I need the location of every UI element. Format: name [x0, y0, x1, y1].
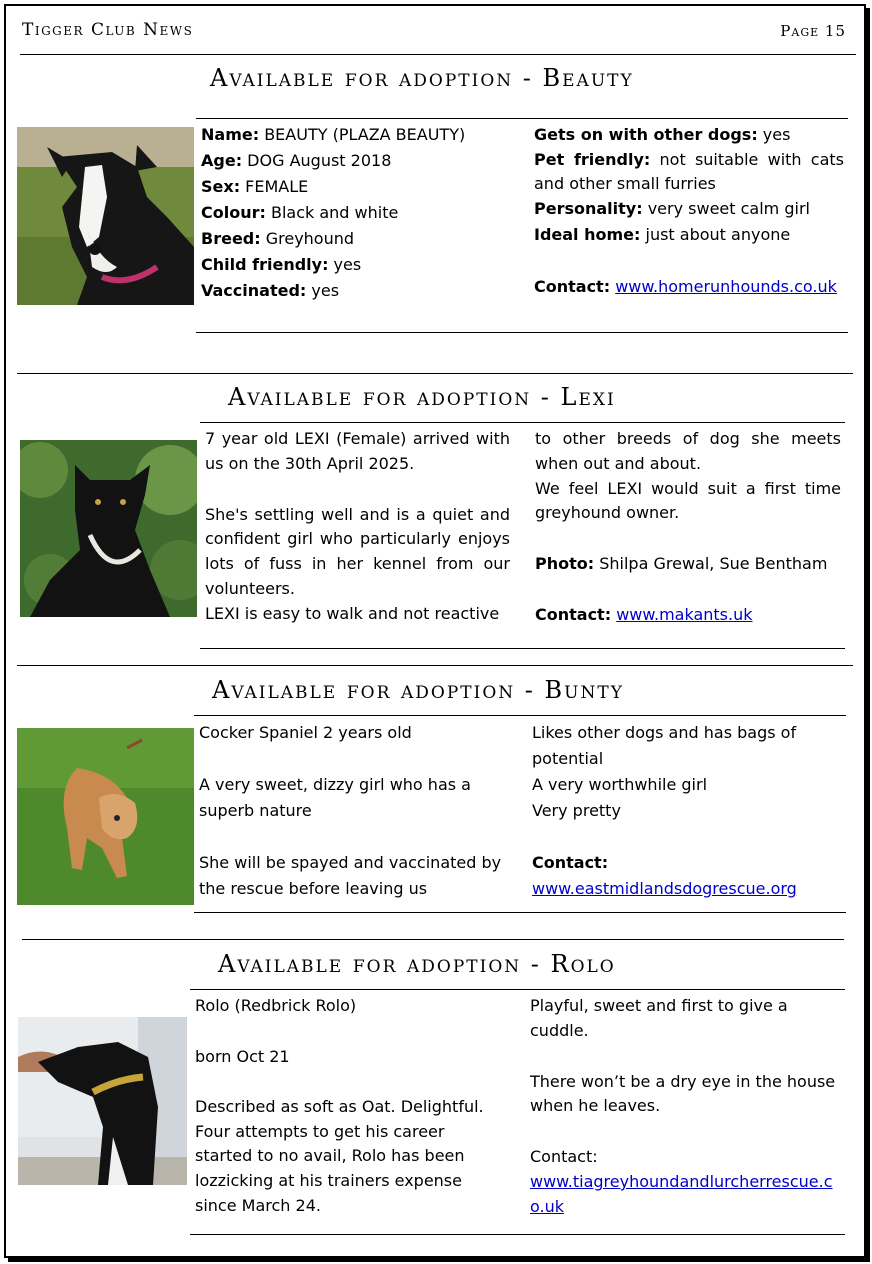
- name-label: Name:: [201, 125, 260, 144]
- photo-label: Photo:: [535, 554, 595, 574]
- bunty-breed-age: Cocker Spaniel 2 years old: [199, 723, 412, 742]
- rolo-photo: [18, 1017, 187, 1185]
- lexi-contact-link[interactable]: www.makants.uk: [616, 604, 753, 624]
- lexi-intro: 7 year old LEXI (Female) arrived with us on the 30th April 2025.: [205, 429, 510, 473]
- rolo-name: Rolo (Redbrick Rolo): [195, 996, 357, 1015]
- bunty-top-rule: [194, 715, 846, 716]
- bunty-likes-dogs: Likes other dogs and has bags of potential: [532, 723, 797, 768]
- lexi-settling: She's settling well and is a quiet and confident girl who particularly enjoys lots of fuss in her kennel from our volunteers.: [205, 504, 510, 598]
- bunty-contact-link[interactable]: www.eastmidlandsdogrescue.org: [532, 879, 797, 898]
- rolo-description: Described as soft as Oat. Delightful. Four attempts to get his career started to no avail, Rolo has been lozzicking at his trainers expense since March 24.: [195, 1097, 484, 1215]
- rolo-bottom-rule: [190, 1234, 845, 1235]
- page-number: Page 15: [780, 22, 846, 40]
- colour-label: Colour:: [201, 203, 266, 222]
- rolo-left-column: [195, 994, 495, 1218]
- beauty-contact-link[interactable]: www.homerunhounds.co.uk: [615, 277, 837, 296]
- lexi-reactive: to other breeds of dog she meets when out and about.: [535, 429, 841, 473]
- bunty-bottom-rule: [194, 912, 846, 913]
- lexi-photo: [20, 440, 197, 617]
- header-rule: [20, 54, 856, 55]
- section-divider: [22, 939, 844, 940]
- rolo-title: Available for adoption - Rolo: [218, 950, 616, 978]
- pet-friendly-label: Pet friendly:: [534, 150, 651, 169]
- beauty-title: Available for adoption - Beauty: [210, 64, 634, 92]
- breed-label: Breed:: [201, 229, 261, 248]
- contact-label: Contact:: [534, 277, 611, 296]
- lexi-left-column: [205, 427, 510, 627]
- beauty-left-column: [201, 122, 521, 304]
- section-divider: [17, 665, 853, 666]
- contact-label: Contact:: [535, 604, 612, 624]
- bunty-right-column: [532, 720, 832, 902]
- other-dogs-label: Gets on with other dogs:: [534, 125, 758, 144]
- rolo-contact-link[interactable]: www.tiagreyhoundandlurcherrescue.co.uk: [530, 1171, 833, 1216]
- bunty-title: Available for adoption - Bunty: [212, 676, 624, 704]
- beauty-photo: [17, 127, 194, 305]
- lexi-right-column: [535, 427, 841, 628]
- contact-label: Contact:: [532, 853, 609, 872]
- personality-value: very sweet calm girl: [642, 199, 810, 218]
- bunty-photo: [17, 728, 194, 905]
- bunty-nature: A very sweet, dizzy girl who has a superb nature: [199, 775, 471, 820]
- personality-label: Personality:: [534, 199, 643, 218]
- rolo-playful: Playful, sweet and first to give a cuddle.: [530, 996, 788, 1040]
- beauty-bottom-rule: [196, 332, 848, 333]
- vaccinated-label: Vaccinated:: [201, 281, 307, 300]
- child-friendly-value: yes: [328, 255, 362, 274]
- photo-credit: Shilpa Grewal, Sue Bentham: [594, 554, 828, 574]
- age-label: Age:: [201, 151, 243, 170]
- age-value: DOG August 2018: [242, 151, 392, 170]
- newsletter-name: Tigger Club News: [22, 20, 194, 40]
- rolo-born: born Oct 21: [195, 1046, 290, 1066]
- rolo-right-column: [530, 994, 842, 1220]
- section-divider: [17, 373, 853, 374]
- pet-friendly-value: not suitable with cats and other small furries: [534, 150, 844, 193]
- breed-value: Greyhound: [260, 229, 355, 248]
- contact-label: Contact:: [530, 1147, 598, 1167]
- bunty-spayed: She will be spayed and vaccinated by the rescue before leaving us: [199, 853, 502, 898]
- lexi-bottom-rule: [200, 648, 845, 649]
- beauty-right-column: [534, 122, 844, 300]
- name-value: BEAUTY (PLAZA BEAUTY): [259, 125, 466, 144]
- bunty-pretty: Very pretty: [532, 801, 621, 820]
- bunty-left-column: [199, 720, 509, 902]
- vaccinated-value: yes: [306, 281, 340, 300]
- rolo-top-rule: [190, 989, 845, 990]
- beauty-top-rule: [196, 118, 848, 119]
- sex-value: FEMALE: [240, 177, 309, 196]
- child-friendly-label: Child friendly:: [201, 255, 329, 274]
- colour-value: Black and white: [265, 203, 399, 222]
- bunty-worthwhile: A very worthwhile girl: [532, 775, 708, 794]
- lexi-walk: LEXI is easy to walk and not reactive: [205, 603, 500, 623]
- other-dogs-value: yes: [757, 125, 791, 144]
- ideal-home-label: Ideal home:: [534, 225, 641, 244]
- sex-label: Sex:: [201, 177, 241, 196]
- rolo-dry-eye: There won’t be a dry eye in the house when he leaves.: [530, 1071, 836, 1116]
- lexi-suit: We feel LEXI would suit a first time greyhound owner.: [535, 478, 841, 523]
- lexi-title: Available for adoption - Lexi: [228, 383, 616, 411]
- ideal-home-value: just about anyone: [640, 225, 791, 244]
- lexi-top-rule: [200, 422, 845, 423]
